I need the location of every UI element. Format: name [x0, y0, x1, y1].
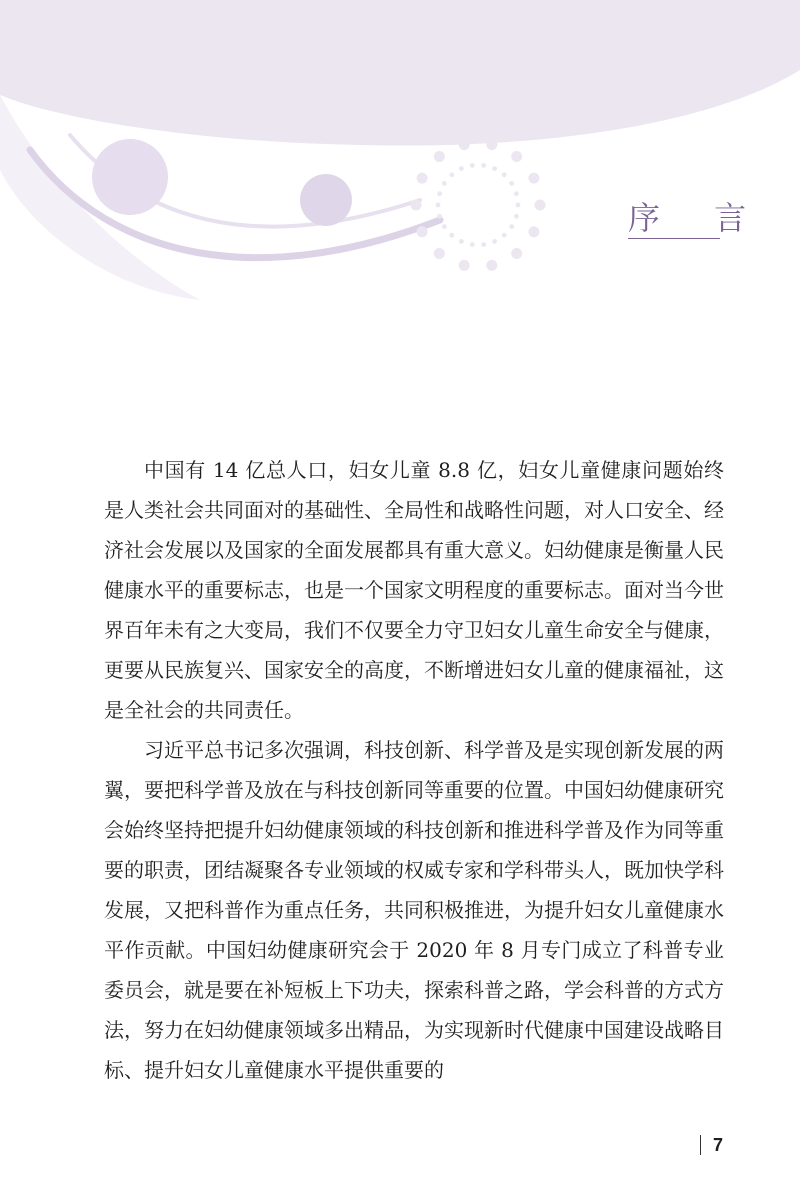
small-circle — [300, 174, 352, 226]
ornament-dot — [436, 203, 441, 208]
ornament-dot — [511, 248, 522, 259]
page-number-divider — [700, 1135, 701, 1155]
ornament-dot — [417, 173, 428, 184]
large-circle — [92, 139, 168, 215]
ornament-dot — [459, 139, 470, 150]
ornament-dot — [535, 200, 546, 211]
ornament-dot — [492, 239, 497, 244]
page-footer — [700, 1132, 723, 1158]
body-text — [104, 450, 724, 1090]
paragraph-1: 中国有 14 亿总人口，妇女儿童 8.8 亿，妇女儿童健康问题始终是人类社会共同面对的基础性、全局性和战略性问题，对人口安全、经济社会发展以及国家的全面发展都具有重大意义。妇幼健康是衡量人民健康水平的重要标志，也是一个国家文明程度的重要标志。面对当今世界百年未有之大变局，我们不仅要全力守卫妇女儿童生命安全与健康，更要从民族复兴、国家安全的高度，不断增进妇女儿童的健康福祉，这是全社会的共同责任。 — [104, 458, 724, 722]
ornament-dot — [470, 163, 475, 168]
ornament-dot — [459, 260, 470, 271]
ornament-dot — [434, 151, 445, 162]
ornament-dot — [514, 214, 519, 219]
ornament-dot — [481, 163, 486, 168]
ornament-dot — [511, 151, 522, 162]
paragraph-2: 习近平总书记多次强调，科技创新、科学普及是实现创新发展的两翼，要把科学普及放在与科技创新同等重要的位置。中国妇幼健康研究会始终坚持把提升妇幼健康领域的科技创新和推进科学普及作为同等重要的职责，团结凝聚各专业领域的权威专家和学科带头人，既加快学科发展，又把科普作为重点任务，共同积极推进，为提升妇女儿童健康水平作贡献。中国妇幼健康研究会于 2020 年 8 月专门成立了科普专业委员会，就是要在补短板上下功夫，探索科普之路，学会科普的方式方法，努力在妇幼健康领域多出精品，为实现新时代健康中国建设战略目标、提升妇女儿童健康水平提供重要的 — [104, 738, 724, 1082]
ornament-dot — [449, 233, 454, 238]
ornament-dot — [470, 242, 475, 247]
ornament-dot — [509, 181, 514, 186]
ornament-dot — [449, 172, 454, 177]
ornament-dot — [411, 200, 422, 211]
ornament-dot — [442, 224, 447, 229]
page-number: 7 — [713, 1134, 724, 1155]
ornament-dot — [459, 239, 464, 244]
ornament-dot — [509, 224, 514, 229]
ornament-dot — [437, 191, 442, 196]
ornament-dot — [486, 139, 497, 150]
page-title: 序 言 — [628, 199, 769, 237]
ornament-dot — [442, 181, 447, 186]
ornament-dot — [502, 233, 507, 238]
ornament-dot — [434, 248, 445, 259]
ornament-dot — [514, 191, 519, 196]
ornament-dot — [486, 260, 497, 271]
ornament-dot — [437, 214, 442, 219]
ornament-dot — [502, 172, 507, 177]
ornament-dot — [528, 173, 539, 184]
ornament-dot — [481, 242, 486, 247]
ornament-dot — [417, 226, 428, 237]
ornament-dot — [459, 166, 464, 171]
title-underline — [628, 238, 720, 239]
dotted-ring-ornament — [411, 139, 546, 271]
ornament-dot — [528, 226, 539, 237]
ornament-dot — [492, 166, 497, 171]
header-decoration — [0, 0, 800, 340]
header-band — [0, 0, 800, 146]
ornament-dot — [516, 203, 521, 208]
